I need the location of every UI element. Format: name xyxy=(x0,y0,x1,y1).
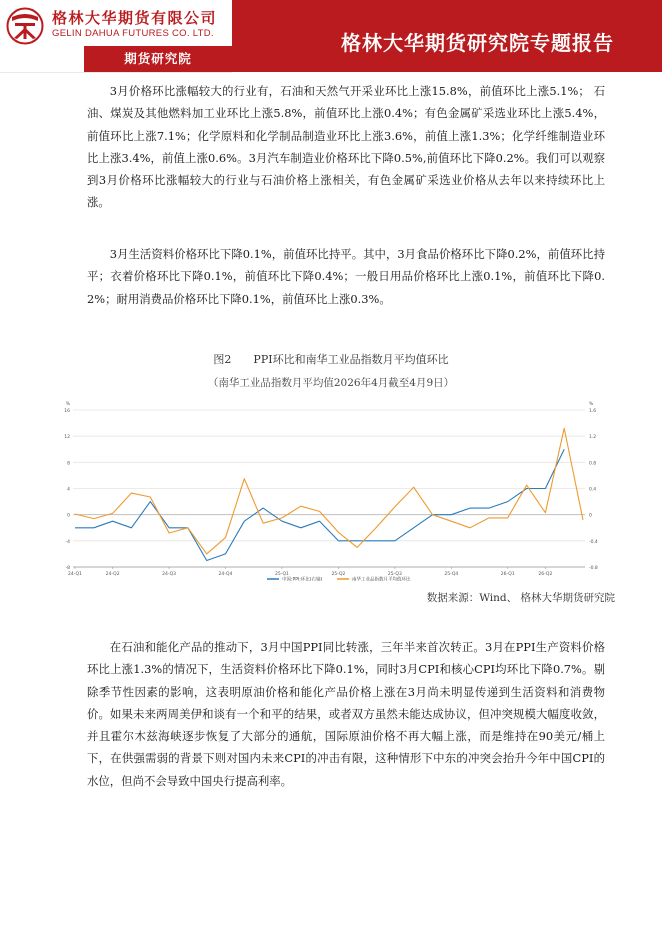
x-tick-label: 24-Q1 xyxy=(68,572,82,577)
report-title: 格林大华期货研究院专题报告 xyxy=(341,31,614,55)
ppi-nanhua-line-chart xyxy=(55,396,607,588)
right-tick-label: 1.6 xyxy=(589,409,597,414)
left-tick-label: 12 xyxy=(64,435,70,441)
figure-subtitle: （南华工业品指数月平均值2026年4月截至4月9日） xyxy=(207,377,455,389)
company-logo-icon xyxy=(6,7,44,45)
right-tick-label: -0.8 xyxy=(589,566,598,571)
left-tick-label: -4 xyxy=(65,539,70,545)
paragraph-outlook: 在石油和能化产品的推动下，3月中国PPI同比转涨，三年半来首次转正。3月在PPI生产资料价格环比上涨1.3%的情况下，生活资料价格环比下降0.1%，同时3月CPI和核心CPI均环比下降0.7%。剔除季节性因素的影响，这表明原油价格和能化产品价格上涨在3月尚未明显传递到生活资料和消费物价。如果未来两周美伊和谈有一个和平的结果，或者双方虽然未能达成协议，但冲突规模大幅度收敛，并且霍尔木兹海峡逐步恢复了大部分的通航，国际原油价格不再大幅上涨，而是维持在90美元/桶上下，在供强需弱的背景下则对国内未来CPI的冲击有限，这种情形下中东的冲突会抬升今年中国CPI的水位，但尚不会导致中国央行提高利率。 xyxy=(87,640,605,788)
company-name-cn: 格林大华期货有限公司 xyxy=(52,9,218,27)
paragraph-industry-prices: 3月价格环比涨幅较大的行业有，石油和天然气开采业环比上涨15.8%，前值环比上涨5.1%； 石油、煤炭及其他燃料加工业环比上涨5.8%，前值环比上涨0.4%；有色金属矿采选业环比上涨5.4%，前值环比上涨7.1%；化学原料和化学制品制造业环比上涨3.6%，前值上涨1.3%；化学纤维制造业环比上涨3.4%，前值上涨0.6%。3月汽车制造业价格环比下降0.5%,前值环比下降0.2%。我们可以观察到3月价格环比涨幅较大的行业与石油价格上涨相关，有色金属矿采选业价格从去年以来持续环比上涨。 xyxy=(87,84,605,210)
left-tick-label: 4 xyxy=(67,487,70,493)
left-tick-label: 0 xyxy=(67,513,70,519)
left-tick-label: 16 xyxy=(64,409,70,414)
x-tick-label: 25-Q2 xyxy=(331,572,346,577)
left-tick-label: -8 xyxy=(65,566,70,571)
x-tick-label: 24-Q4 xyxy=(218,572,233,577)
department-tab: 期货研究院 xyxy=(84,46,232,72)
figure-title: 图2 PPI环比和南华工业品指数月平均值环比 xyxy=(213,353,449,366)
left-axis-unit: % xyxy=(65,402,70,407)
right-tick-label: 0.8 xyxy=(589,461,597,467)
right-tick-label: 0 xyxy=(589,513,592,519)
paragraph-consumer-goods: 3月生活资料价格环比下降0.1%，前值环比持平。其中，3月食品价格环比下降0.2%，前值环比持平；衣着价格环比下降0.1%，前值环比下降0.4%；一般日用品价格环比上涨0.1%，前值环比下降0.2%；耐用消费品价格环比下降0.1%，前值环比上涨0.3%。 xyxy=(87,247,605,306)
legend-label-1: 中国:PPI:环比(右轴) xyxy=(282,577,323,583)
right-tick-label: 1.2 xyxy=(589,435,597,441)
x-tick-label: 24-Q2 xyxy=(105,572,120,577)
company-name-en: GELIN DAHUA FUTURES CO. LTD. xyxy=(52,28,214,39)
x-tick-label: 25-Q1 xyxy=(275,572,289,577)
left-tick-label: 8 xyxy=(67,461,70,467)
x-tick-label: 26-Q1 xyxy=(500,572,515,577)
x-tick-label: 25-Q3 xyxy=(387,572,402,577)
x-tick-label: 24-Q3 xyxy=(162,572,177,577)
right-tick-label: 0.4 xyxy=(589,487,597,493)
x-tick-label: 26-Q2 xyxy=(538,572,553,577)
report-header xyxy=(0,0,662,72)
figure-source: 数据来源：Wind、 格林大华期货研究院 xyxy=(426,592,615,604)
x-tick-label: 25-Q4 xyxy=(444,572,459,577)
legend-label-2: 南华工业品指数月平均值环比 xyxy=(352,577,411,583)
right-axis-unit: % xyxy=(589,402,594,407)
right-tick-label: -0.4 xyxy=(589,539,598,545)
